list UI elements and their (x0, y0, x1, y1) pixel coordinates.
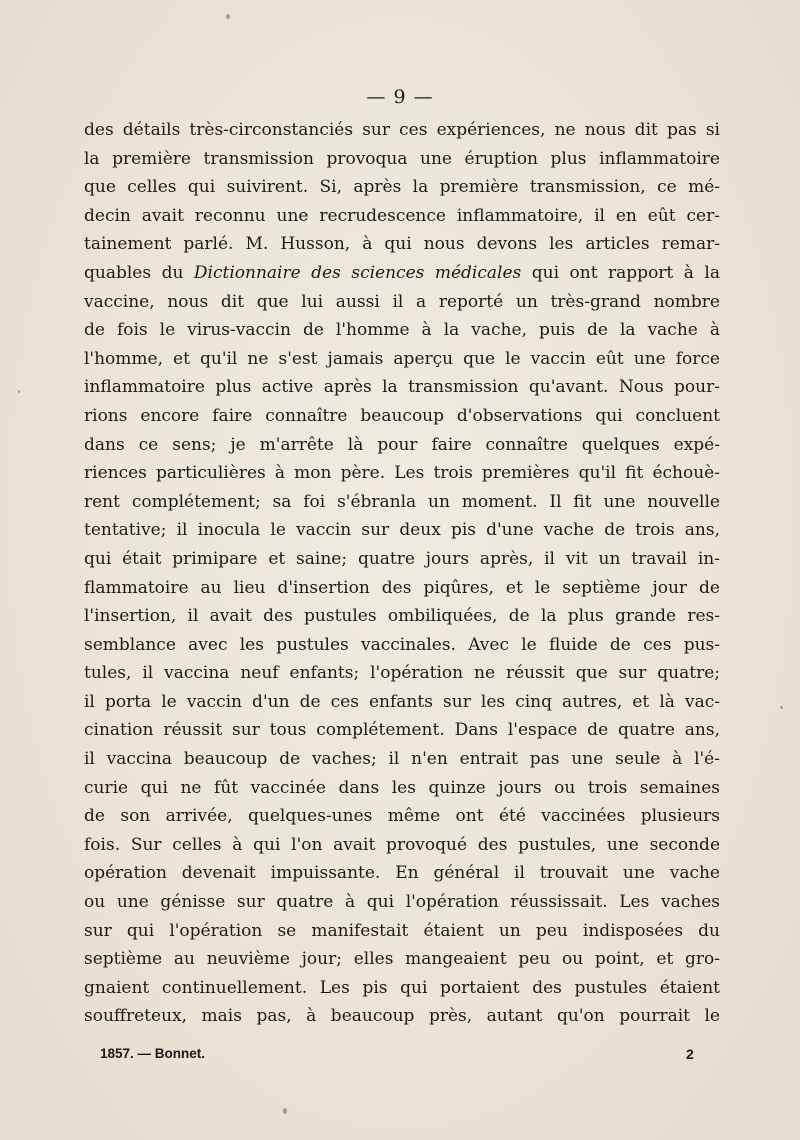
page-number: — 9 — (366, 86, 434, 108)
text-line: l'insertion, il avait des pustules ombiliquées, de la plus grande res- (84, 606, 720, 627)
text-line: sur qui l'opération se manifestait étaient un peu indisposées du (84, 920, 720, 941)
text-line: il vaccina beaucoup de vaches; il n'en entrait pas une seule à l'é- (84, 749, 720, 770)
paper-speck (18, 390, 20, 393)
text-line: vaccine, nous dit que lui aussi il a reporté un très-grand nombre (84, 291, 720, 312)
printer-signature: 1857. — Bonnet. (100, 1046, 206, 1061)
text-line: fois. Sur celles à qui l'on avait provoqué des pustules, une seconde (84, 834, 720, 855)
text-line: des détails très-circonstanciés sur ces expériences, ne nous dit pas si (84, 120, 720, 140)
text-line: qui était primipare et saine; quatre jours après, il vit un travail in- (84, 548, 720, 569)
cited-work-title: Dictionnaire des sciences médicales (193, 262, 522, 283)
text-line: souffreteux, mais pas, à beaucoup près, autant qu'on pourrait le (84, 1006, 720, 1027)
text-line-with-title (84, 259, 720, 288)
sheet-number: 2 (686, 1046, 694, 1062)
text-line: curie qui ne fût vaccinée dans les quinze jours ou trois semaines (84, 777, 720, 798)
text-line: flammatoire au lieu d'insertion des piqûres, et le septième jour de (84, 577, 720, 598)
text-line: de fois le virus-vaccin de l'homme à la vache, puis de la vache à (84, 320, 720, 341)
text-line: semblance avec les pustules vaccinales. Avec le fluide de ces pus- (84, 634, 720, 655)
text-line: tules, il vaccina neuf enfants; l'opération ne réussit que sur quatre; (84, 663, 720, 684)
paper-speck (283, 1108, 287, 1114)
text-line: tentative; il inocula le vaccin sur deux pis d'une vache de trois ans, (84, 520, 720, 541)
text-line: il porta le vaccin d'un de ces enfants sur les cinq autres, et là vac- (84, 691, 720, 712)
text-line: ou une génisse sur quatre à qui l'opération réussissait. Les vaches (84, 892, 720, 913)
text-fragment: qui ont rapport à la (521, 262, 720, 283)
text-line: l'homme, et qu'il ne s'est jamais aperçu que le vaccin eût une force (84, 348, 720, 369)
body-text (84, 116, 720, 1031)
text-line: riences particulières à mon père. Les trois premières qu'il fit échouè- (84, 463, 720, 484)
text-line: gnaient continuellement. Les pis qui portaient des pustules étaient (84, 977, 720, 998)
text-line: tainement parlé. M. Husson, à qui nous devons les articles remar- (84, 234, 720, 255)
text-line: rions encore faire connaître beaucoup d'observations qui concluent (84, 405, 720, 426)
text-line: septième au neuvième jour; elles mangeaient peu ou point, et gro- (84, 949, 720, 970)
text-line: decin avait reconnu une recrudescence inflammatoire, il en eût cer- (84, 205, 720, 226)
text-line: rent complétement; sa foi s'ébranla un moment. Il fit une nouvelle (84, 491, 720, 512)
text-line: inflammatoire plus active après la transmission qu'avant. Nous pour- (84, 377, 720, 398)
text-fragment: quables du (84, 262, 194, 283)
text-line: que celles qui suivirent. Si, après la première transmission, ce mé- (84, 177, 720, 198)
text-line: la première transmission provoqua une éruption plus inflammatoire (84, 148, 720, 169)
text-line: de son arrivée, quelques-unes même ont été vaccinées plusieurs (84, 806, 720, 827)
paper-speck (226, 14, 230, 19)
text-line: opération devenait impuissante. En général il trouvait une vache (84, 863, 720, 884)
text-line: dans ce sens; je m'arrête là pour faire connaître quelques expé- (84, 434, 720, 455)
text-line: cination réussit sur tous complétement. Dans l'espace de quatre ans, (84, 720, 720, 741)
paper-speck (780, 706, 783, 709)
